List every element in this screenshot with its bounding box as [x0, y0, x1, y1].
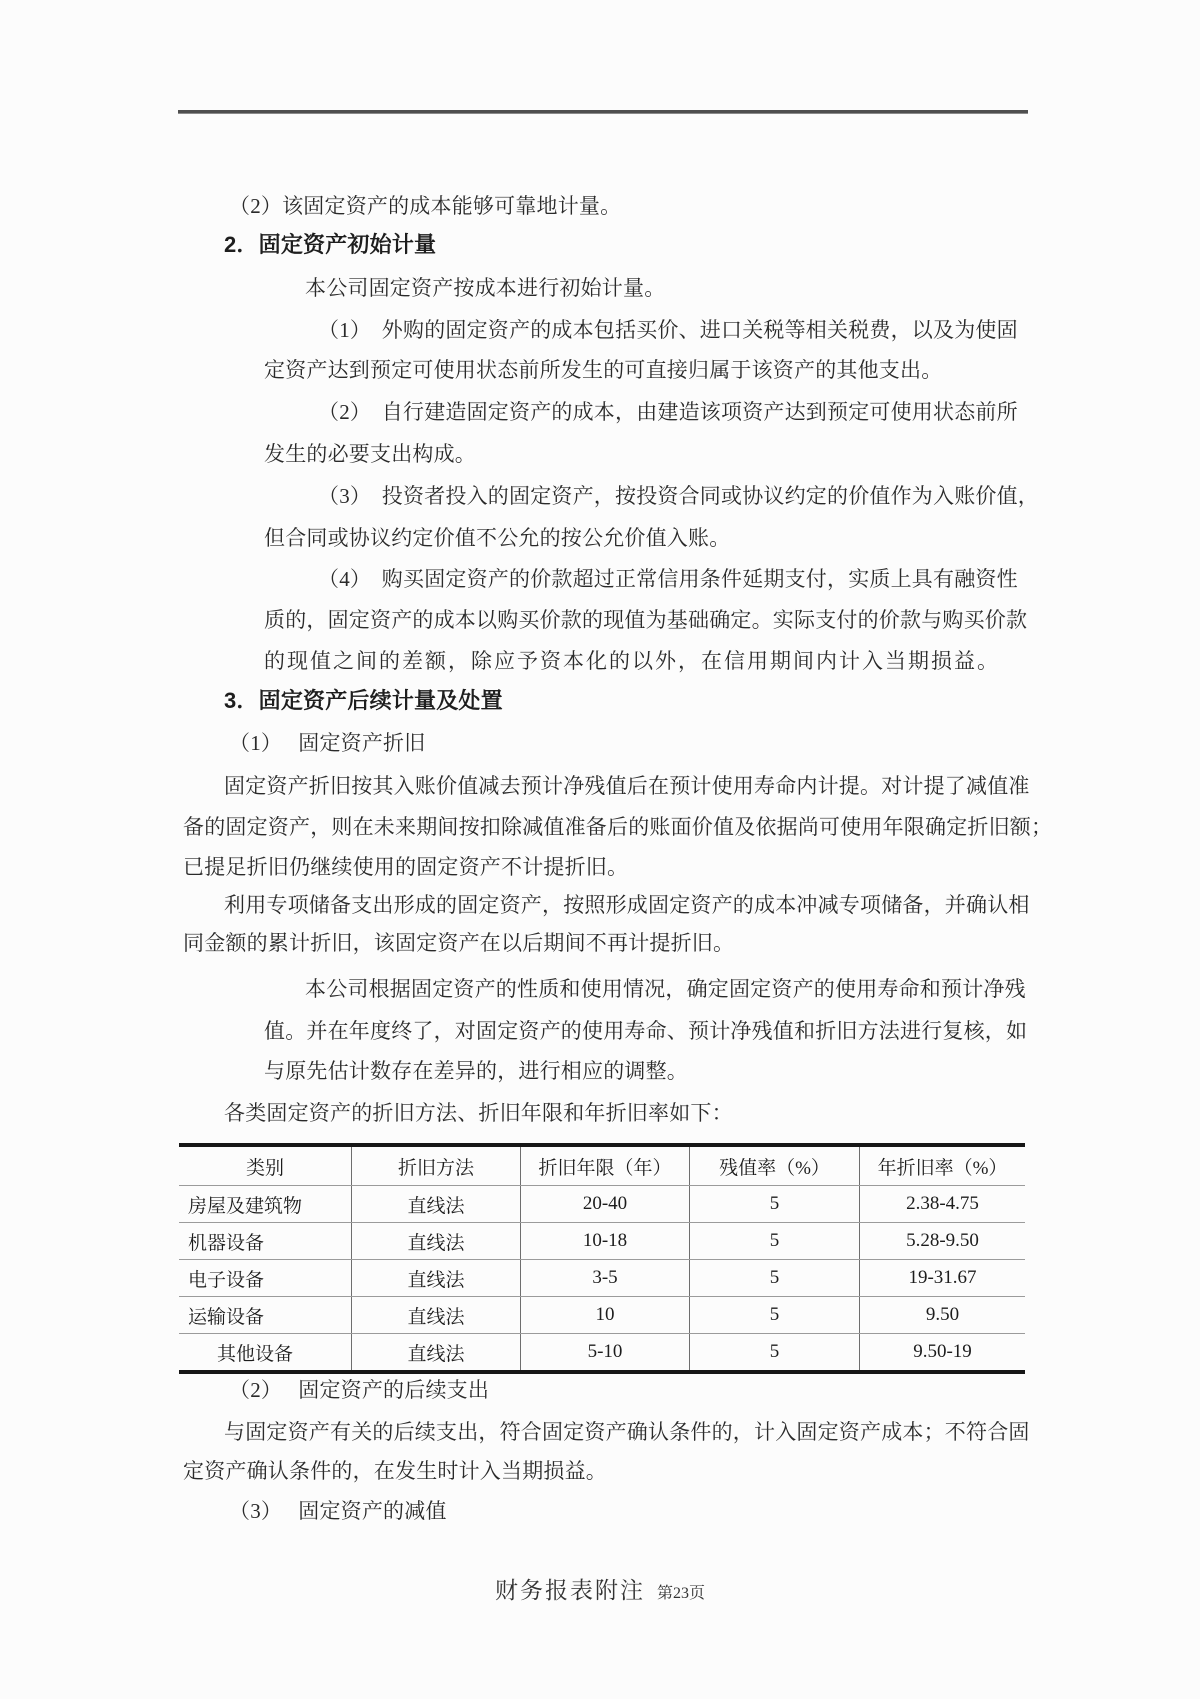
numbered-item-4: （4） 购买固定资产的价款超过正常信用条件延期支付，实质上具有融资性 [318, 567, 1018, 591]
table-cell: 5 [689, 1186, 859, 1222]
body-text-line: 发生的必要支出构成。 [264, 442, 476, 466]
page-footer [0, 1572, 1200, 1605]
table-cell: 5.28-9.50 [859, 1223, 1025, 1259]
footer-page-number: 第23页 [656, 1585, 705, 1602]
subsection-label-2: （2） 固定资产的后续支出 [229, 1378, 490, 1402]
table-cell: 19-31.67 [859, 1260, 1025, 1296]
table-cell: 10-18 [520, 1223, 689, 1259]
table-header-cell: 残值率（%） [689, 1147, 859, 1185]
table-cell: 10 [520, 1297, 689, 1333]
body-text-line: （2）该固定资产的成本能够可靠地计量。 [229, 194, 622, 218]
table-cell: 5 [689, 1297, 859, 1333]
table-row [179, 1296, 1025, 1333]
table-header-cell: 年折旧率（%） [859, 1147, 1025, 1185]
table-cell: 20-40 [520, 1186, 689, 1222]
table-intro-line: 各类固定资产的折旧方法、折旧年限和年折旧率如下： [224, 1101, 733, 1125]
body-text-line: 但合同或协议约定价值不公允的按公允价值入账。 [264, 526, 731, 550]
table-cell: 9.50-19 [859, 1334, 1025, 1370]
body-text-line: 与固定资产有关的后续支出，符合固定资产确认条件的，计入固定资产成本；不符合固 [224, 1420, 1030, 1444]
table-cell: 5 [689, 1260, 859, 1296]
body-text-line: 同金额的累计折旧，该固定资产在以后期间不再计提折旧。 [183, 931, 735, 955]
table-cell: 直线法 [351, 1186, 520, 1222]
section-heading-3: 3．固定资产后续计量及处置 [224, 688, 503, 713]
numbered-item-1: （1） 外购的固定资产的成本包括买价、进口关税等相关税费，以及为使固 [318, 318, 1018, 342]
depreciation-table [179, 1143, 1025, 1374]
table-cell: 其他设备 [217, 1343, 294, 1365]
numbered-item-3: （3） 投资者投入的固定资产，按投资合同或协议约定的价值作为入账价值， [318, 484, 1039, 508]
table-cell: 5 [689, 1223, 859, 1259]
body-text-line: 固定资产折旧按其入账价值减去预计净残值后在预计使用寿命内计提。对计提了减值准 [224, 774, 1030, 798]
table-header-cell: 折旧年限（年） [520, 1147, 689, 1185]
table-row [179, 1259, 1025, 1296]
body-text-line: 定资产确认条件的，在发生时计入当期损益。 [183, 1459, 607, 1483]
body-text-line: 质的，固定资产的成本以购买价款的现值为基础确定。实际支付的价款与购买价款 [264, 608, 1028, 632]
body-text-line: 与原先估计数存在差异的，进行相应的调整。 [264, 1059, 688, 1083]
section-heading-2: 2．固定资产初始计量 [224, 232, 437, 257]
subsection-label-1: （1） 固定资产折旧 [229, 731, 426, 755]
body-text-line: 本公司根据固定资产的性质和使用情况，确定固定资产的使用寿命和预计净残 [305, 977, 1026, 1001]
table-row [179, 1222, 1025, 1259]
table-cell: 运输设备 [188, 1306, 265, 1328]
table-cell: 直线法 [351, 1260, 520, 1296]
footer-title: 财务报表附注 [494, 1578, 645, 1603]
table-header-cell: 类别 [245, 1157, 284, 1179]
table-row [179, 1185, 1025, 1222]
table-cell: 机器设备 [188, 1232, 265, 1254]
table-cell: 房屋及建筑物 [188, 1195, 303, 1217]
numbered-item-2: （2） 自行建造固定资产的成本，由建造该项资产达到预定可使用状态前所 [318, 400, 1018, 424]
body-text-line: 利用专项储备支出形成的固定资产，按照形成固定资产的成本冲减专项储备，并确认相 [224, 893, 1030, 917]
table-header-cell: 折旧方法 [351, 1147, 520, 1185]
body-text-line: 值。并在年度终了，对固定资产的使用寿命、预计净残值和折旧方法进行复核，如 [264, 1019, 1028, 1043]
table-header-row [179, 1147, 1025, 1185]
table-cell: 2.38-4.75 [859, 1186, 1025, 1222]
table-cell: 5 [689, 1334, 859, 1370]
header-rule [178, 110, 1028, 114]
table-cell: 直线法 [351, 1223, 520, 1259]
subsection-label-3: （3） 固定资产的减值 [229, 1499, 447, 1523]
table-cell: 5-10 [520, 1334, 689, 1370]
table-cell: 9.50 [859, 1297, 1025, 1333]
table-cell: 直线法 [351, 1334, 520, 1370]
table-cell: 3-5 [520, 1260, 689, 1296]
table-row [179, 1333, 1025, 1370]
table-cell: 直线法 [351, 1297, 520, 1333]
body-text-line: 定资产达到预定可使用状态前所发生的可直接归属于该资产的其他支出。 [264, 358, 943, 382]
body-text-line: 已提足折旧仍继续使用的固定资产不计提折旧。 [183, 855, 629, 879]
table-cell: 电子设备 [188, 1269, 265, 1291]
body-text-line: 的现值之间的差额，除应予资本化的以外，在信用期间内计入当期损益。 [264, 649, 1000, 673]
body-text-line: 本公司固定资产按成本进行初始计量。 [305, 276, 666, 300]
body-text-line: 备的固定资产，则在未来期间按扣除减值准备后的账面价值及依据尚可使用年限确定折旧额； [183, 815, 1053, 839]
